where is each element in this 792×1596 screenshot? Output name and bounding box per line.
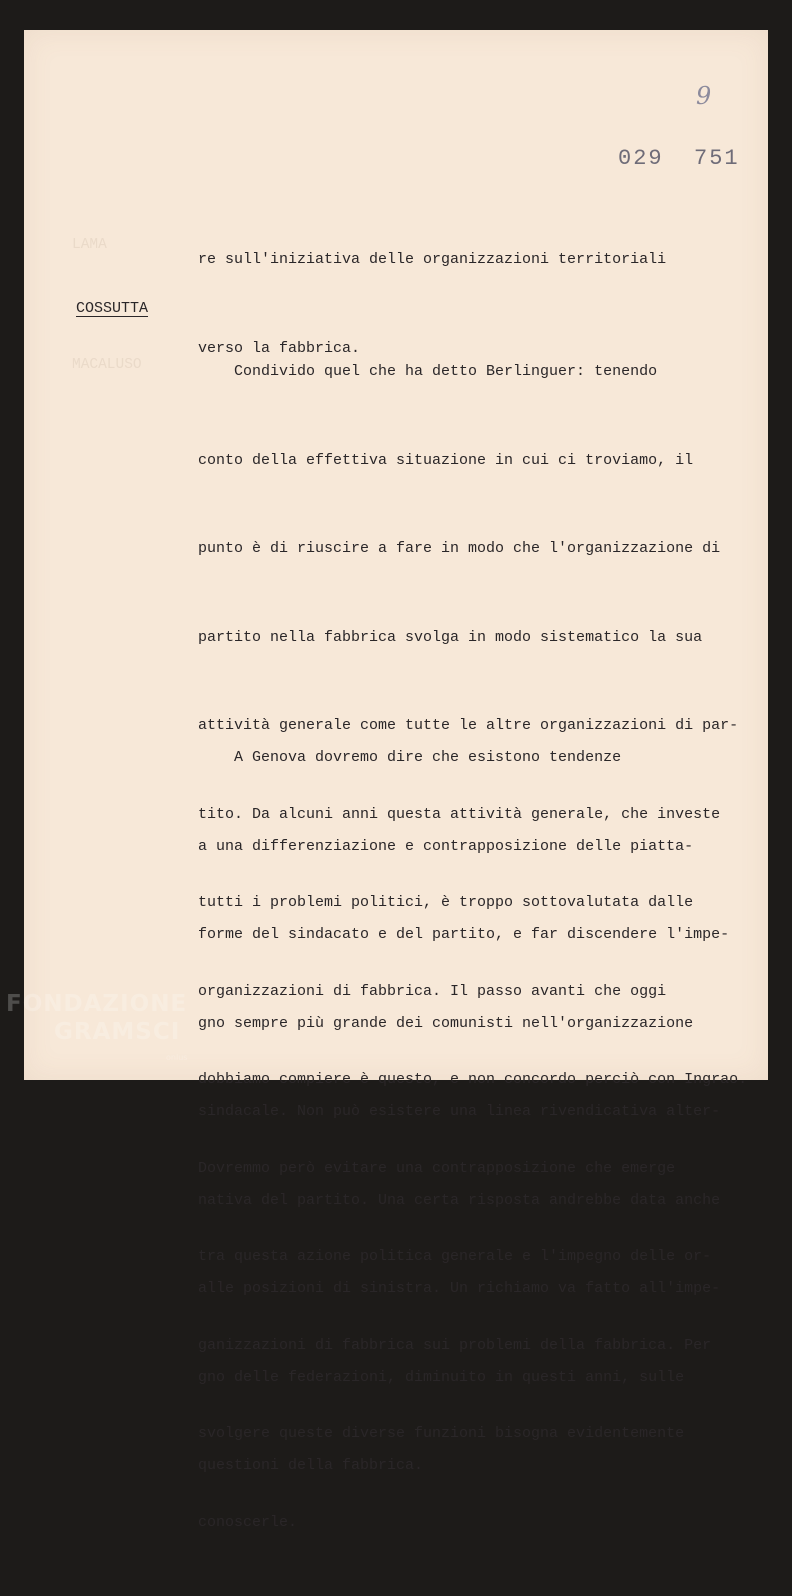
- text-line: Dovremmo però evitare una contrapposizione che emerge: [198, 1159, 676, 1177]
- text-line: dobbiamo compiere è questo, e non concordo perciò con Ingrao.: [198, 1071, 748, 1088]
- archive-stamp-number: 029 751: [618, 146, 740, 171]
- paragraph-2: [198, 684, 729, 1540]
- logo-line-1: FONDAZIONE: [6, 991, 188, 1017]
- text-line: gno delle federazioni, diminuito in questi anni, sulle: [198, 1368, 685, 1386]
- document-page: [24, 30, 768, 1531]
- text-line: organizzazioni di fabbrica. Il passo avanti che oggi: [198, 982, 667, 1000]
- handwritten-page-number: 9: [696, 82, 712, 110]
- text-line: sindacale. Non può esistere una linea rivendicativa alter-: [198, 1103, 721, 1120]
- text-line: gno sempre più grande dei comunisti nell'organizzazione: [198, 1014, 694, 1032]
- text-line: nativa del partito. Una certa risposta andrebbe data anche: [198, 1191, 721, 1209]
- text-line: svolgere queste diverse funzioni bisogna evidentemente: [198, 1425, 685, 1442]
- text-line: tutti i problemi politici, è troppo sottovalutata dalle: [198, 894, 694, 911]
- text-line: forme del sindacato e del partito, e far discendere l'impe-: [198, 926, 730, 943]
- text-line: questioni della fabbrica.: [198, 1457, 424, 1474]
- text-line: punto è di riuscire a fare in modo che l'organizzazione di: [198, 540, 721, 557]
- fondazione-gramsci-watermark-logo: [6, 990, 188, 1062]
- intro-line: verso la fabbrica.: [198, 339, 361, 357]
- text-line: conto della effettiva situazione in cui ci troviamo, il: [198, 451, 694, 469]
- text-line: partito nella fabbrica svolga in modo sistematico la sua: [198, 628, 703, 646]
- text-line: attività generale come tutte le altre organizzazioni di par-: [198, 717, 739, 734]
- text-line: alle posizioni di sinistra. Un richiamo va fatto all'impe-: [198, 1280, 721, 1297]
- logo-line-2: GRAMSCI: [54, 1019, 181, 1045]
- text-line: conoscerle.: [198, 1513, 298, 1531]
- text-line: tra questa azione politica generale e l'impegno delle or-: [198, 1248, 712, 1265]
- text-line: tito. Da alcuni anni questa attività generale, che investe: [198, 805, 721, 823]
- text-line: ganizzazioni di fabbrica sui problemi della fabbrica. Per: [198, 1336, 712, 1354]
- reverse-side-bleed-through: LAMA MACALUSO: [72, 237, 142, 373]
- logo-line-3: onlus: [166, 1053, 188, 1062]
- text-line: a una differenziazione e contrapposizione delle piatta-: [198, 837, 694, 855]
- text-line: Condivido quel che ha detto Berlinguer: tenendo: [198, 363, 658, 380]
- text-line: A Genova dovremo dire che esistono tendenze: [198, 749, 622, 766]
- speaker-name: COSSUTTA: [76, 300, 149, 317]
- intro-line: re sull'iniziativa delle organizzazioni territoriali: [198, 251, 667, 268]
